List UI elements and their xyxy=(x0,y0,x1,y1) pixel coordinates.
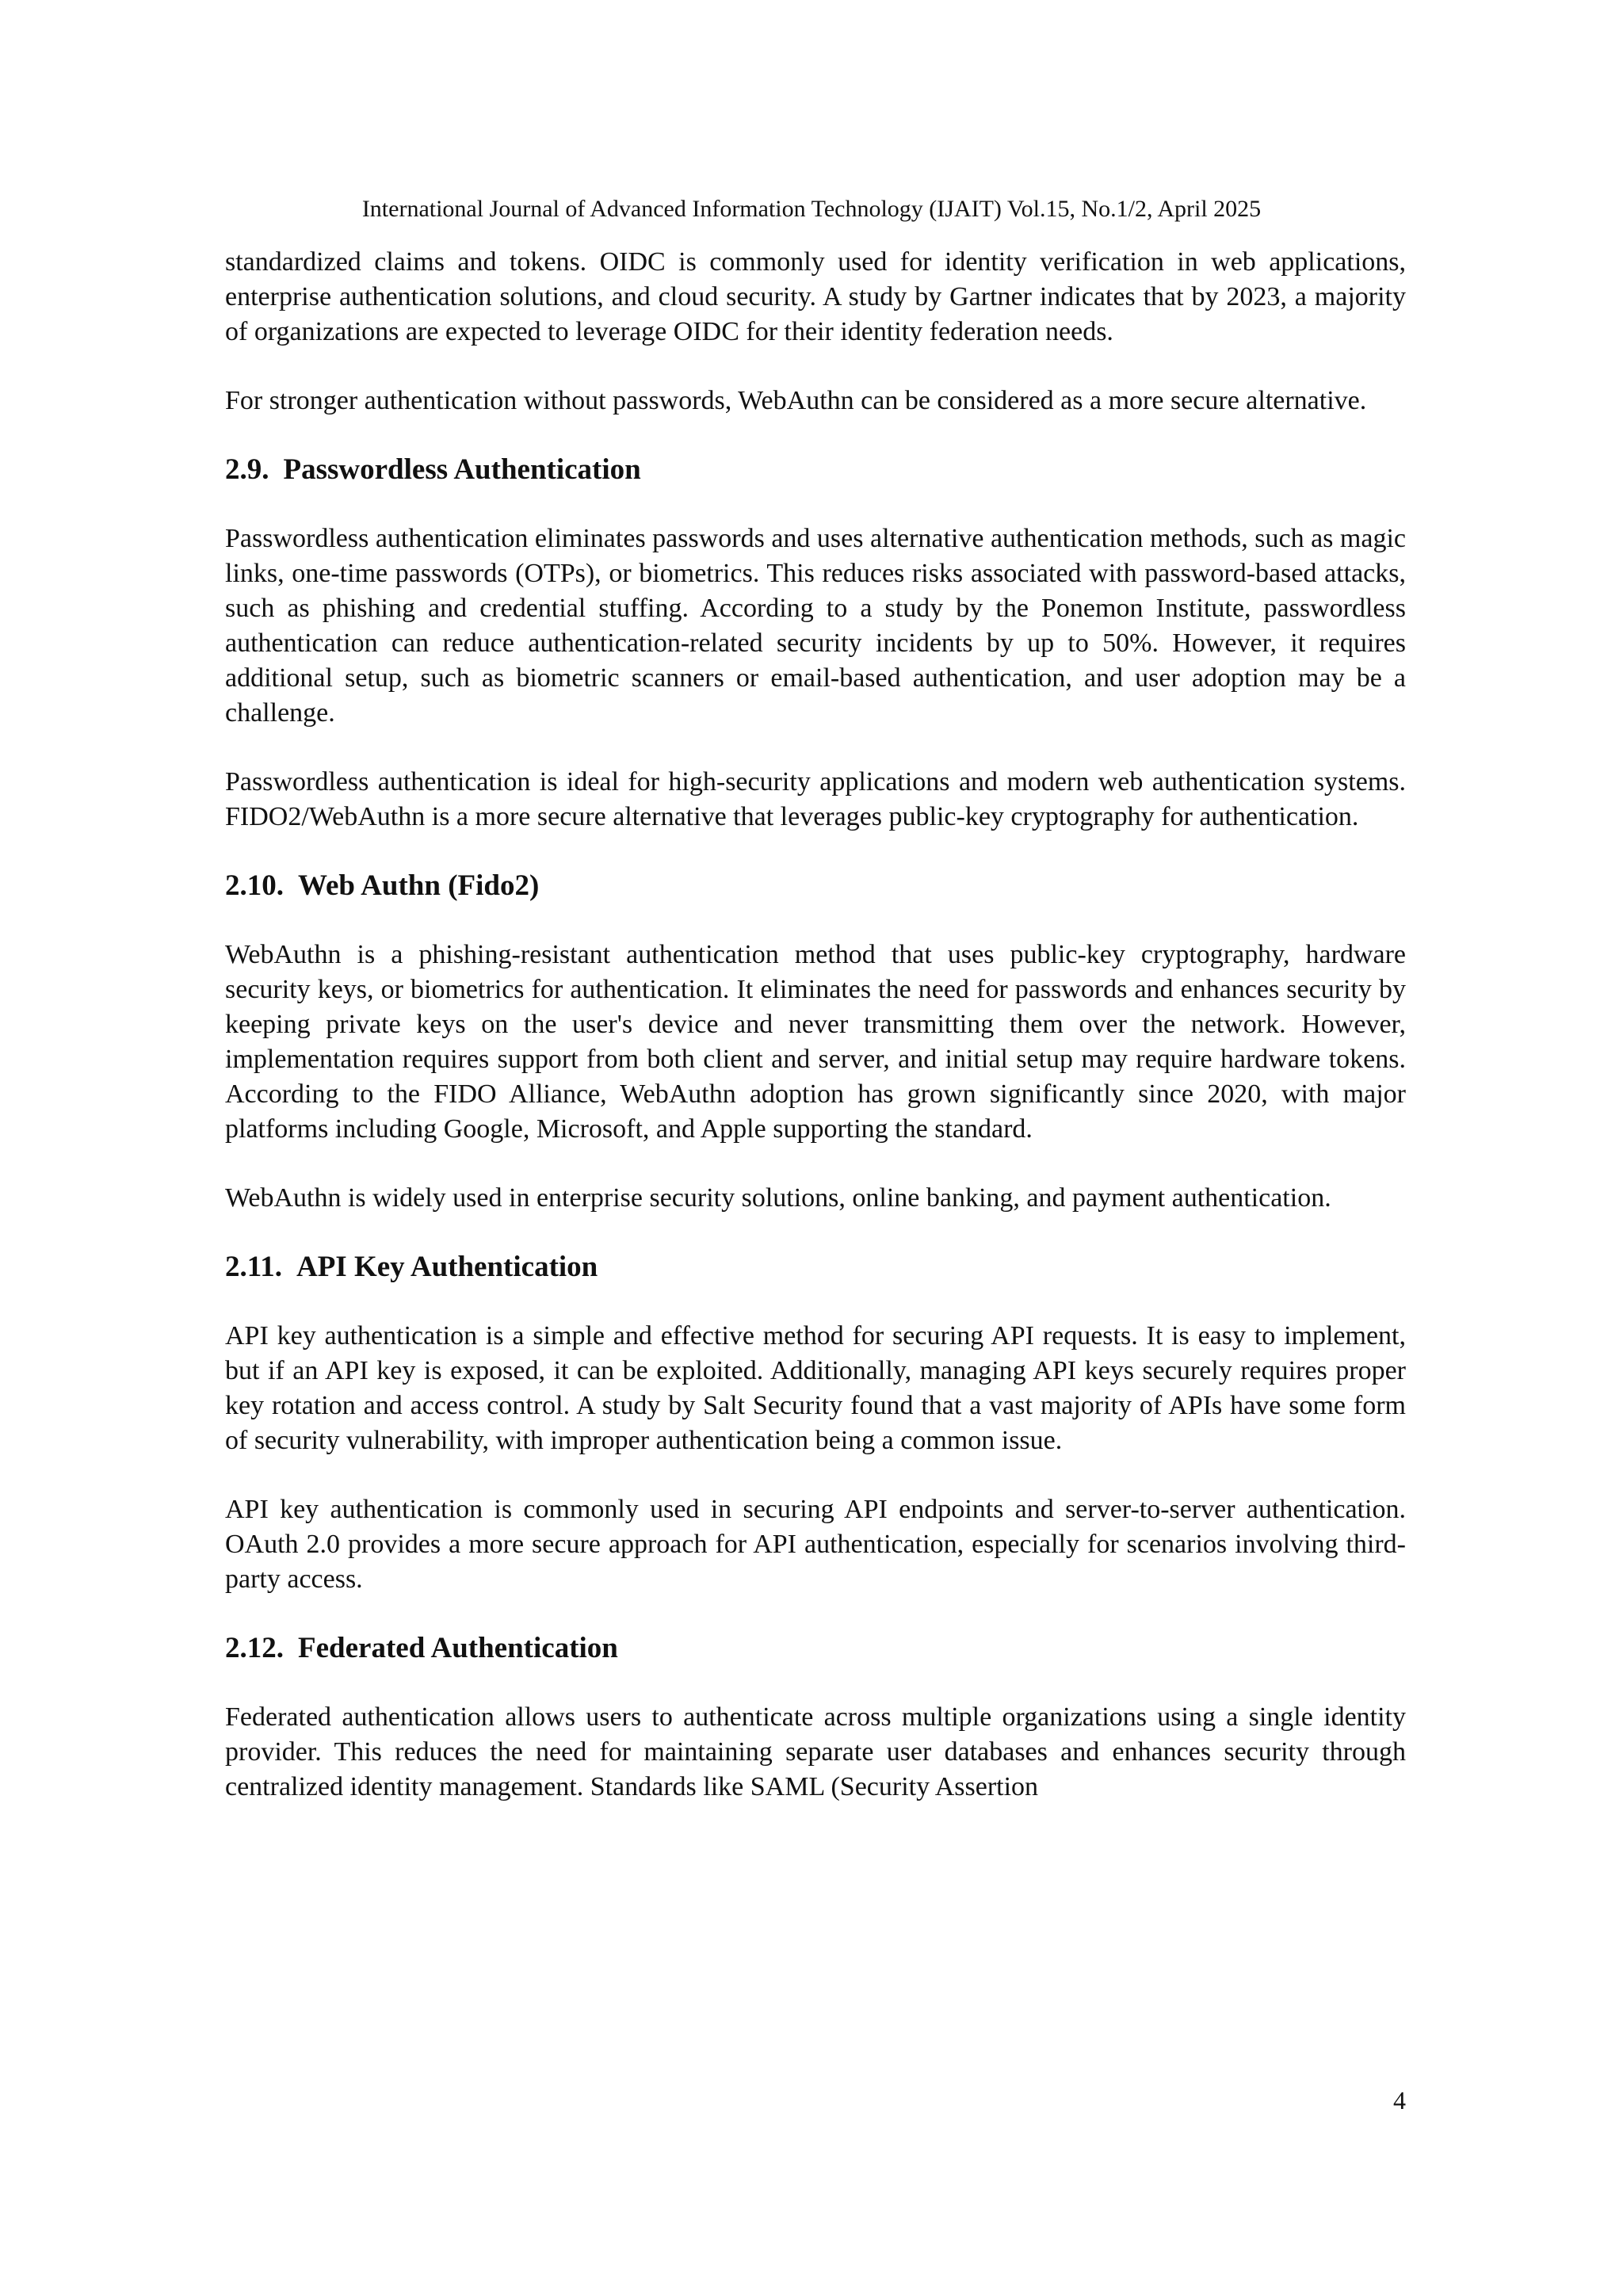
section-number: 2.10. xyxy=(225,869,284,902)
section-title: API Key Authentication xyxy=(296,1251,598,1283)
paragraph: Passwordless authentication eliminates passwords and uses alternative authentication methods, such as magic links, one-time passwords (OTPs), or biometrics. This reduces risks associated with password-based attacks, such as phishing and credential stuffing. According to a study by the Ponemon Institute, passwordless authentication can reduce authentication-related security incidents by up to 50%. However, it requires additional setup, such as biometric scanners or email-based authentication, and user adoption may be a challenge. xyxy=(225,524,1406,728)
paragraph: For stronger authentication without passwords, WebAuthn can be considered as a more secure alternative. xyxy=(225,386,1367,415)
paragraph-gap xyxy=(225,1285,1406,1319)
paragraph-gap xyxy=(225,1458,1406,1492)
section-number: 2.11. xyxy=(225,1251,282,1283)
paragraph: WebAuthn is widely used in enterprise security solutions, online banking, and payment authentication. xyxy=(225,1183,1331,1213)
paragraph: WebAuthn is a phishing-resistant authentication method that uses public-key cryptography, hardware security keys, or biometrics for authentication. It eliminates the need for passwords and enhances security by keeping private keys on the user's device and never transmitting them over the network. However, implementation requires support from both client and server, and initial setup may require hardware tokens. According to the FIDO Alliance, WebAuthn adoption has grown significantly since 2020, with major platforms including Google, Microsoft, and Apple supporting the standard. xyxy=(225,940,1406,1144)
paragraph-gap xyxy=(225,350,1406,384)
section-number: 2.12. xyxy=(225,1632,284,1664)
section-number: 2.9. xyxy=(225,453,269,486)
section-heading-2-9 xyxy=(225,453,1406,487)
section-title: Passwordless Authentication xyxy=(283,453,641,486)
paragraph-gap xyxy=(225,1597,1406,1631)
paragraph-gap xyxy=(225,1216,1406,1250)
section-heading-2-12 xyxy=(225,1631,1406,1666)
section-title: Federated Authentication xyxy=(298,1632,618,1664)
paragraph: API key authentication is a simple and effective method for securing API requests. It is easy to implement, but if an API key is exposed, it can be exploited. Additionally, managing API keys securely requires proper key rotation and access control. A study by Salt Security found that a vast majority of APIs have some form of security vulnerability, with improper authentication being a common issue. xyxy=(225,1321,1406,1455)
paragraph-gap xyxy=(225,904,1406,938)
paragraph-gap xyxy=(225,1147,1406,1181)
paragraph: Federated authentication allows users to authenticate across multiple organizations using a single identity provider. This reduces the need for maintaining separate user databases and enhances security through centralized identity management. Standards like SAML (Security Assertion xyxy=(225,1702,1406,1801)
section-heading-2-10 xyxy=(225,869,1406,904)
paragraph-gap xyxy=(225,835,1406,869)
body-text xyxy=(225,245,1406,1805)
paragraph-gap xyxy=(225,418,1406,453)
paragraph-gap xyxy=(225,1666,1406,1700)
paragraph-gap xyxy=(225,487,1406,521)
running-header: International Journal of Advanced Information Technology (IJAIT) Vol.15, No.1/2, April 2025 xyxy=(361,196,1262,222)
paragraph: standardized claims and tokens. OIDC is commonly used for identity verification in web applications, enterprise authentication solutions, and cloud security. A study by Gartner indicates that by 2023, a majority of organizations are expected to leverage OIDC for their identity federation needs. xyxy=(225,247,1406,346)
section-heading-2-11 xyxy=(225,1250,1406,1285)
paragraph-gap xyxy=(225,731,1406,765)
page-number: 4 xyxy=(1393,2086,1406,2115)
paragraph: Passwordless authentication is ideal for high-security applications and modern web authentication systems. FIDO2/WebAuthn is a more secure alternative that leverages public-key cryptography for authentication. xyxy=(225,767,1406,831)
paragraph: API key authentication is commonly used in securing API endpoints and server-to-server authentication. OAuth 2.0 provides a more secure approach for API authentication, especially for scenarios involving third-party access. xyxy=(225,1495,1406,1594)
section-title: Web Authn (Fido2) xyxy=(298,869,540,902)
